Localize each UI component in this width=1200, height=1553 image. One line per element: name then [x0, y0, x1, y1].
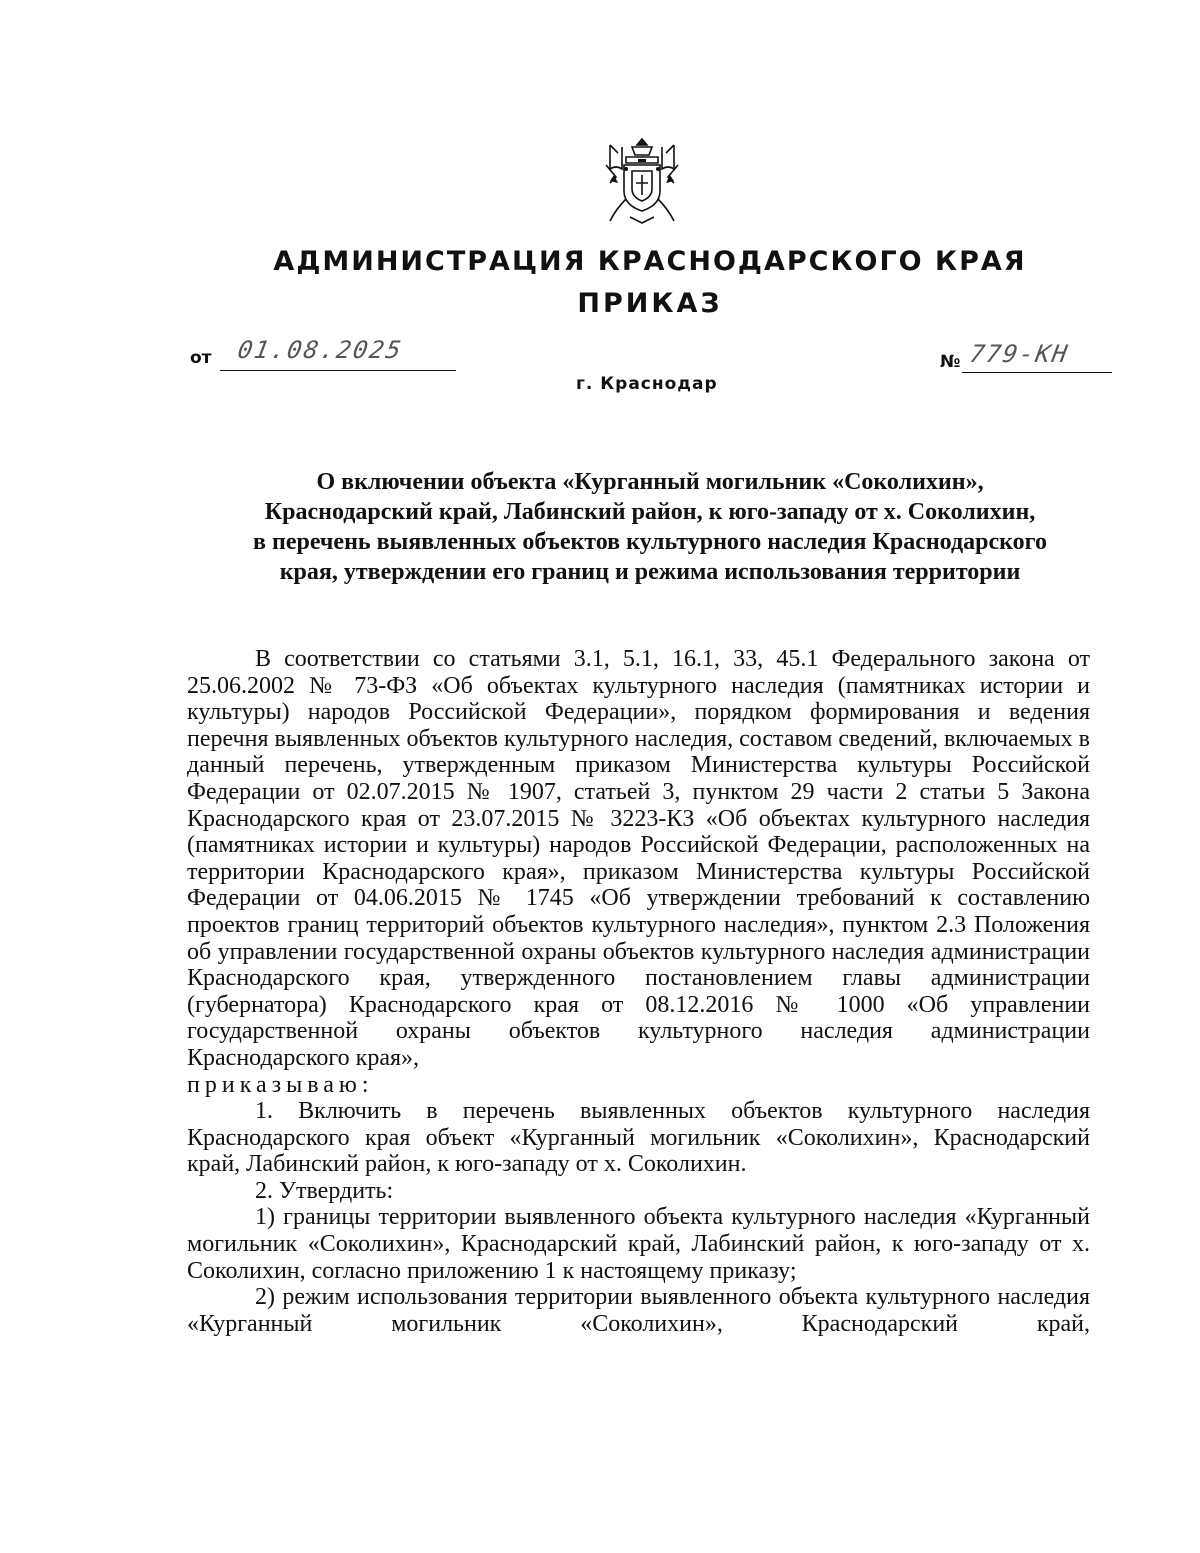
item-1-paragraph: 1. Включить в перечень выявленных объектов культурного наследия Краснодарского края объект «Курганный могильник «Соколихин», Краснодарский край, Лабинский район, к юго-западу от х. Соколихин.	[187, 1098, 1090, 1178]
heading-line: в перечень выявленных объектов культурного наследия Краснодарского	[253, 529, 1047, 555]
item-2-1-paragraph: 1) границы территории выявленного объекта культурного наследия «Курганный могильник «Соколихин», Краснодарский край, Лабинский район, к юго-западу от х. Соколихин, согласно приложению 1 к настоящему приказу;	[187, 1204, 1090, 1284]
date-label: от	[190, 348, 212, 368]
document-body	[187, 646, 1090, 1337]
number-underline	[962, 372, 1112, 373]
number-label: №	[940, 352, 961, 372]
heading-line: О включении объекта «Курганный могильник «Соколихин»,	[316, 469, 984, 495]
date-underline	[220, 370, 456, 371]
item-2-paragraph: 2. Утвердить:	[255, 1177, 394, 1204]
heading-line: края, утверждении его границ и режима использования территории	[279, 559, 1021, 585]
coat-of-arms-icon	[596, 135, 688, 227]
city-label: г. Краснодар	[576, 374, 718, 394]
preamble-paragraph: В соответствии со статьями 3.1, 5.1, 16.1, 33, 45.1 Федерального закона от 25.06.2002 № 73-ФЗ «Об объектах культурного наследия (памятниках истории и культуры) народов Российской Федерации», порядком формирования и ведения перечня выявленных объектов культурного наследия, составом сведений, включаемых в данный перечень, утвержденным приказом Министерства культуры Российской Федерации от 02.07.2015 № 1907, статьей 3, пунктом 29 части 2 статьи 5 Закона Краснодарского края от 23.07.2015 № 3223-КЗ «Об объектах культурного наследия (памятниках истории и культуры) народов Российской Федерации, расположенных на территории Краснодарского края», приказом Министерства культуры Российской Федерации от 04.06.2015 № 1745 «Об утверждении требований к составлению проектов границ территорий объектов культурного наследия», пунктом 2.3 Положения об управлении государственной охраны объектов культурного наследия администрации Краснодарского края, утвержденного постановлением главы администрации (губернатора) Краснодарского края от 08.12.2016 № 1000 «Об управлении государственной охраны объектов культурного наследия администрации Краснодарского края»,	[187, 646, 1090, 1071]
item-2-2-paragraph: 2) режим использования территории выявленного объекта культурного наследия «Курганный могильник «Соколихин», Краснодарский край,	[187, 1284, 1090, 1337]
heading-line: Краснодарский край, Лабинский район, к юго-западу от х. Соколихин,	[264, 499, 1036, 525]
date-value: 01.08.2025	[235, 336, 405, 364]
order-word: приказываю:	[187, 1071, 374, 1098]
organization-title: АДМИНИСТРАЦИЯ КРАСНОДАРСКОГО КРАЯ	[273, 246, 1027, 277]
number-value: 779-КН	[967, 340, 1072, 368]
document-type: ПРИКАЗ	[577, 288, 723, 319]
document-heading	[150, 467, 1150, 587]
